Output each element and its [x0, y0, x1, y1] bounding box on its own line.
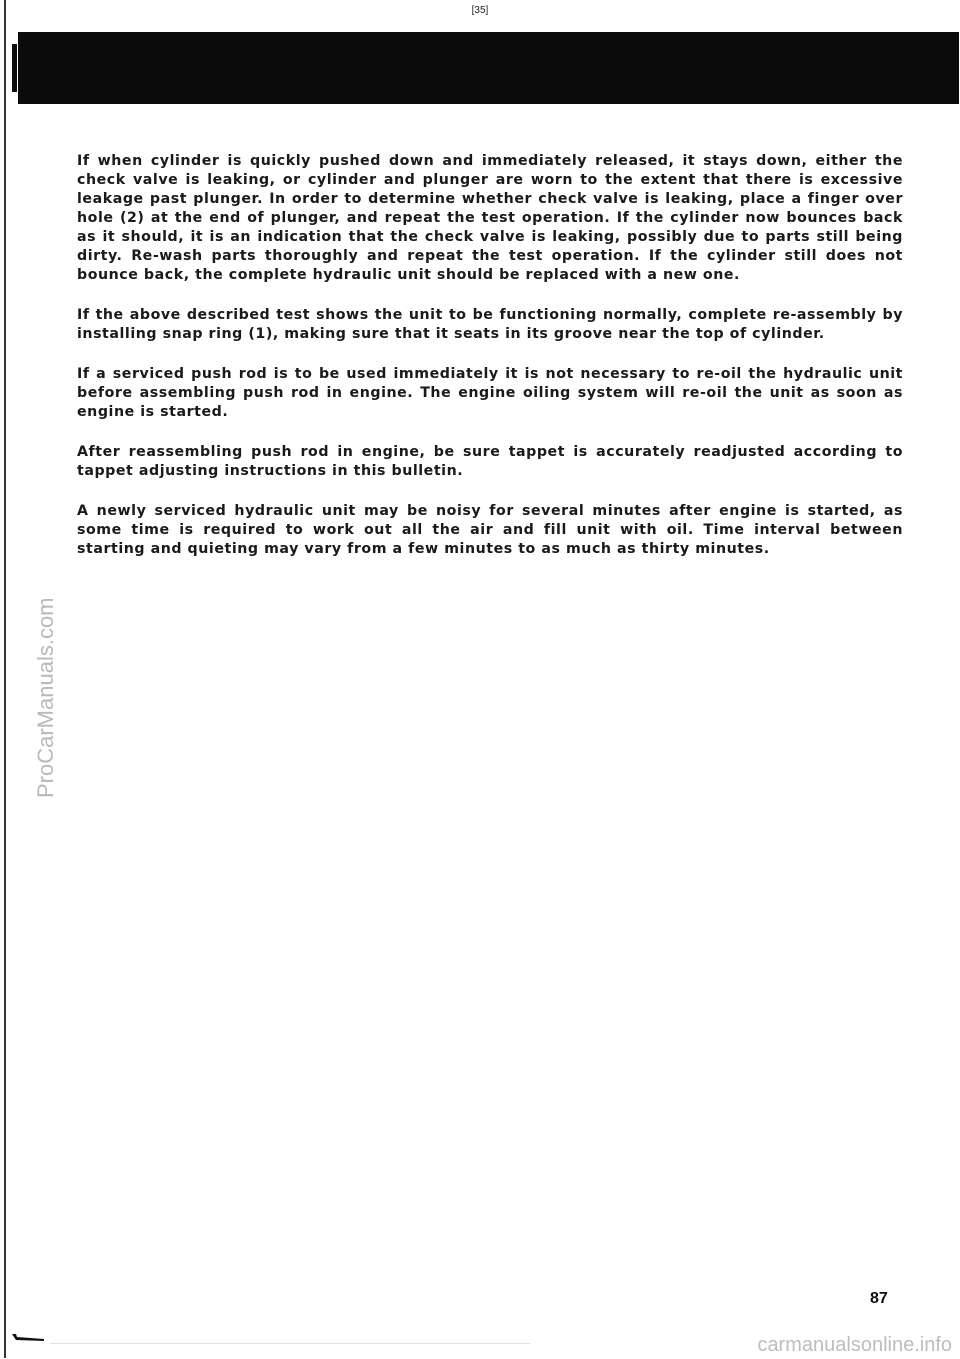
corner-mark-icon [10, 1330, 50, 1344]
page-number: 87 [870, 1290, 888, 1307]
bottom-rule [50, 1343, 530, 1344]
body-text [77, 152, 903, 580]
side-watermark-text: ProCarManuals.com [33, 597, 58, 798]
header-black-band [18, 32, 959, 104]
header-band-tick [12, 44, 17, 92]
paragraph-noise-note: A newly serviced hydraulic unit may be noisy for several minutes after engine is started, as some time is required to work out all the air and fill unit with oil. Time interval between starting and quieting may vary from a few minutes to as much as thirty minutes. [77, 503, 903, 557]
paragraph-check-valve-test: If when cylinder is quickly pushed down and immediately released, it stays down, either the check valve is leaking, or cylinder and plunger are worn to the extent that there is excessive leakage past plunger. In order to determine whether check valve is leaking, place a finger over hole (2) at the end of plunger, and repeat the test operation. If the cylinder now bounces back as it should, it is an indication that the check valve is leaking, possibly due to parts still being dirty. Re-wash parts thoroughly and repeat the test operation. If the cylinder still does not bounce back, the complete hydraulic unit should be replaced with a new one. [77, 153, 903, 283]
left-margin-rule [4, 0, 6, 1358]
paragraph-re-oil: If a serviced push rod is to be used immediately it is not necessary to re-oil the hydraulic unit before assembling push rod in engine. The engine oiling system will re-oil the unit as soon as engine is started. [77, 366, 903, 420]
bottom-watermark: carmanualsonline.info [757, 1334, 952, 1356]
paragraph-reassembly: If the above described test shows the unit to be functioning normally, complete re-assembly by installing snap ring (1), making sure that it seats in its groove near the top of cylinder. [77, 307, 903, 342]
page-reference: [35] [471, 5, 489, 16]
paragraph-tappet-adjust: After reassembling push rod in engine, be sure tappet is accurately readjusted according to tappet adjusting instructions in this bulletin. [77, 444, 903, 479]
